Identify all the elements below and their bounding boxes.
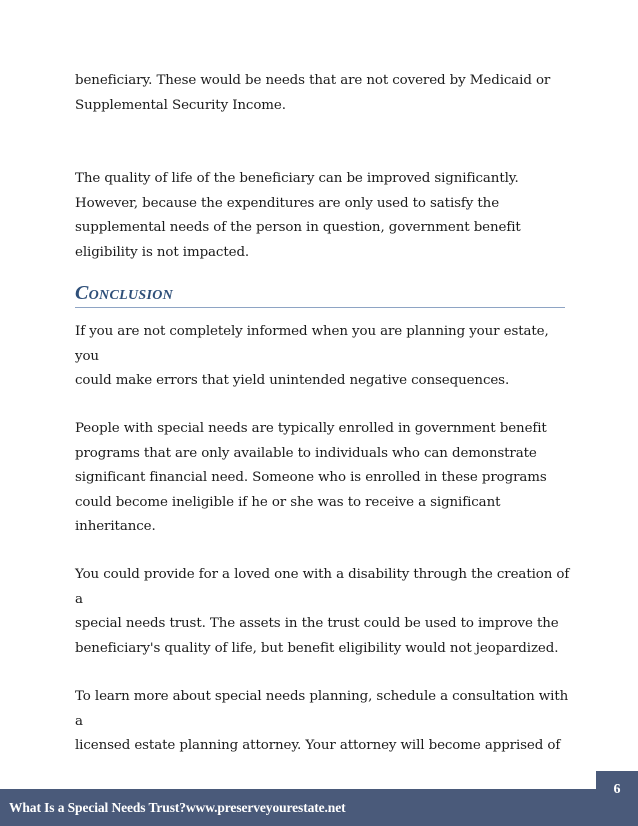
page-number-tab [596, 771, 638, 826]
paragraph-quality-of-life: The quality of life of the beneficiary can be improved significantly. However, because the expenditures are only used to satisfy the supplemental needs of the person in question, government benefit eligibility is not impacted. [75, 171, 521, 260]
paragraph-intro-continuation: beneficiary. These would be needs that are not covered by Medicaid or Supplemental Security Income. [75, 73, 551, 113]
heading-divider [75, 307, 565, 308]
page-number: 6 [613, 782, 621, 797]
paragraph-estate-planning-errors: If you are not completely informed when you are planning your estate, you could make errors that yield unintended negative consequences. [75, 324, 549, 388]
paragraph-consultation: To learn more about special needs planning, schedule a consultation with a licensed estate planning attorney. Your attorney will become apprised of [75, 689, 569, 753]
footer-title: What Is a Special Needs Trust?www.preserveyourestate.net [9, 800, 346, 815]
paragraph-government-benefits: People with special needs are typically enrolled in government benefit programs that are only available to individuals who can demonstrate significant financial need. Someone who is enrolled in these programs could become ineligible if he or she was to receive a significant inheritance. [75, 421, 547, 534]
section-heading-conclusion: Conclusion [75, 282, 174, 304]
paragraph-special-needs-trust: You could provide for a loved one with a disability through the creation of a special needs trust. The assets in the trust could be used to improve the beneficiary's quality of life, but benefit eligibility would not jeopardized. [75, 567, 570, 656]
